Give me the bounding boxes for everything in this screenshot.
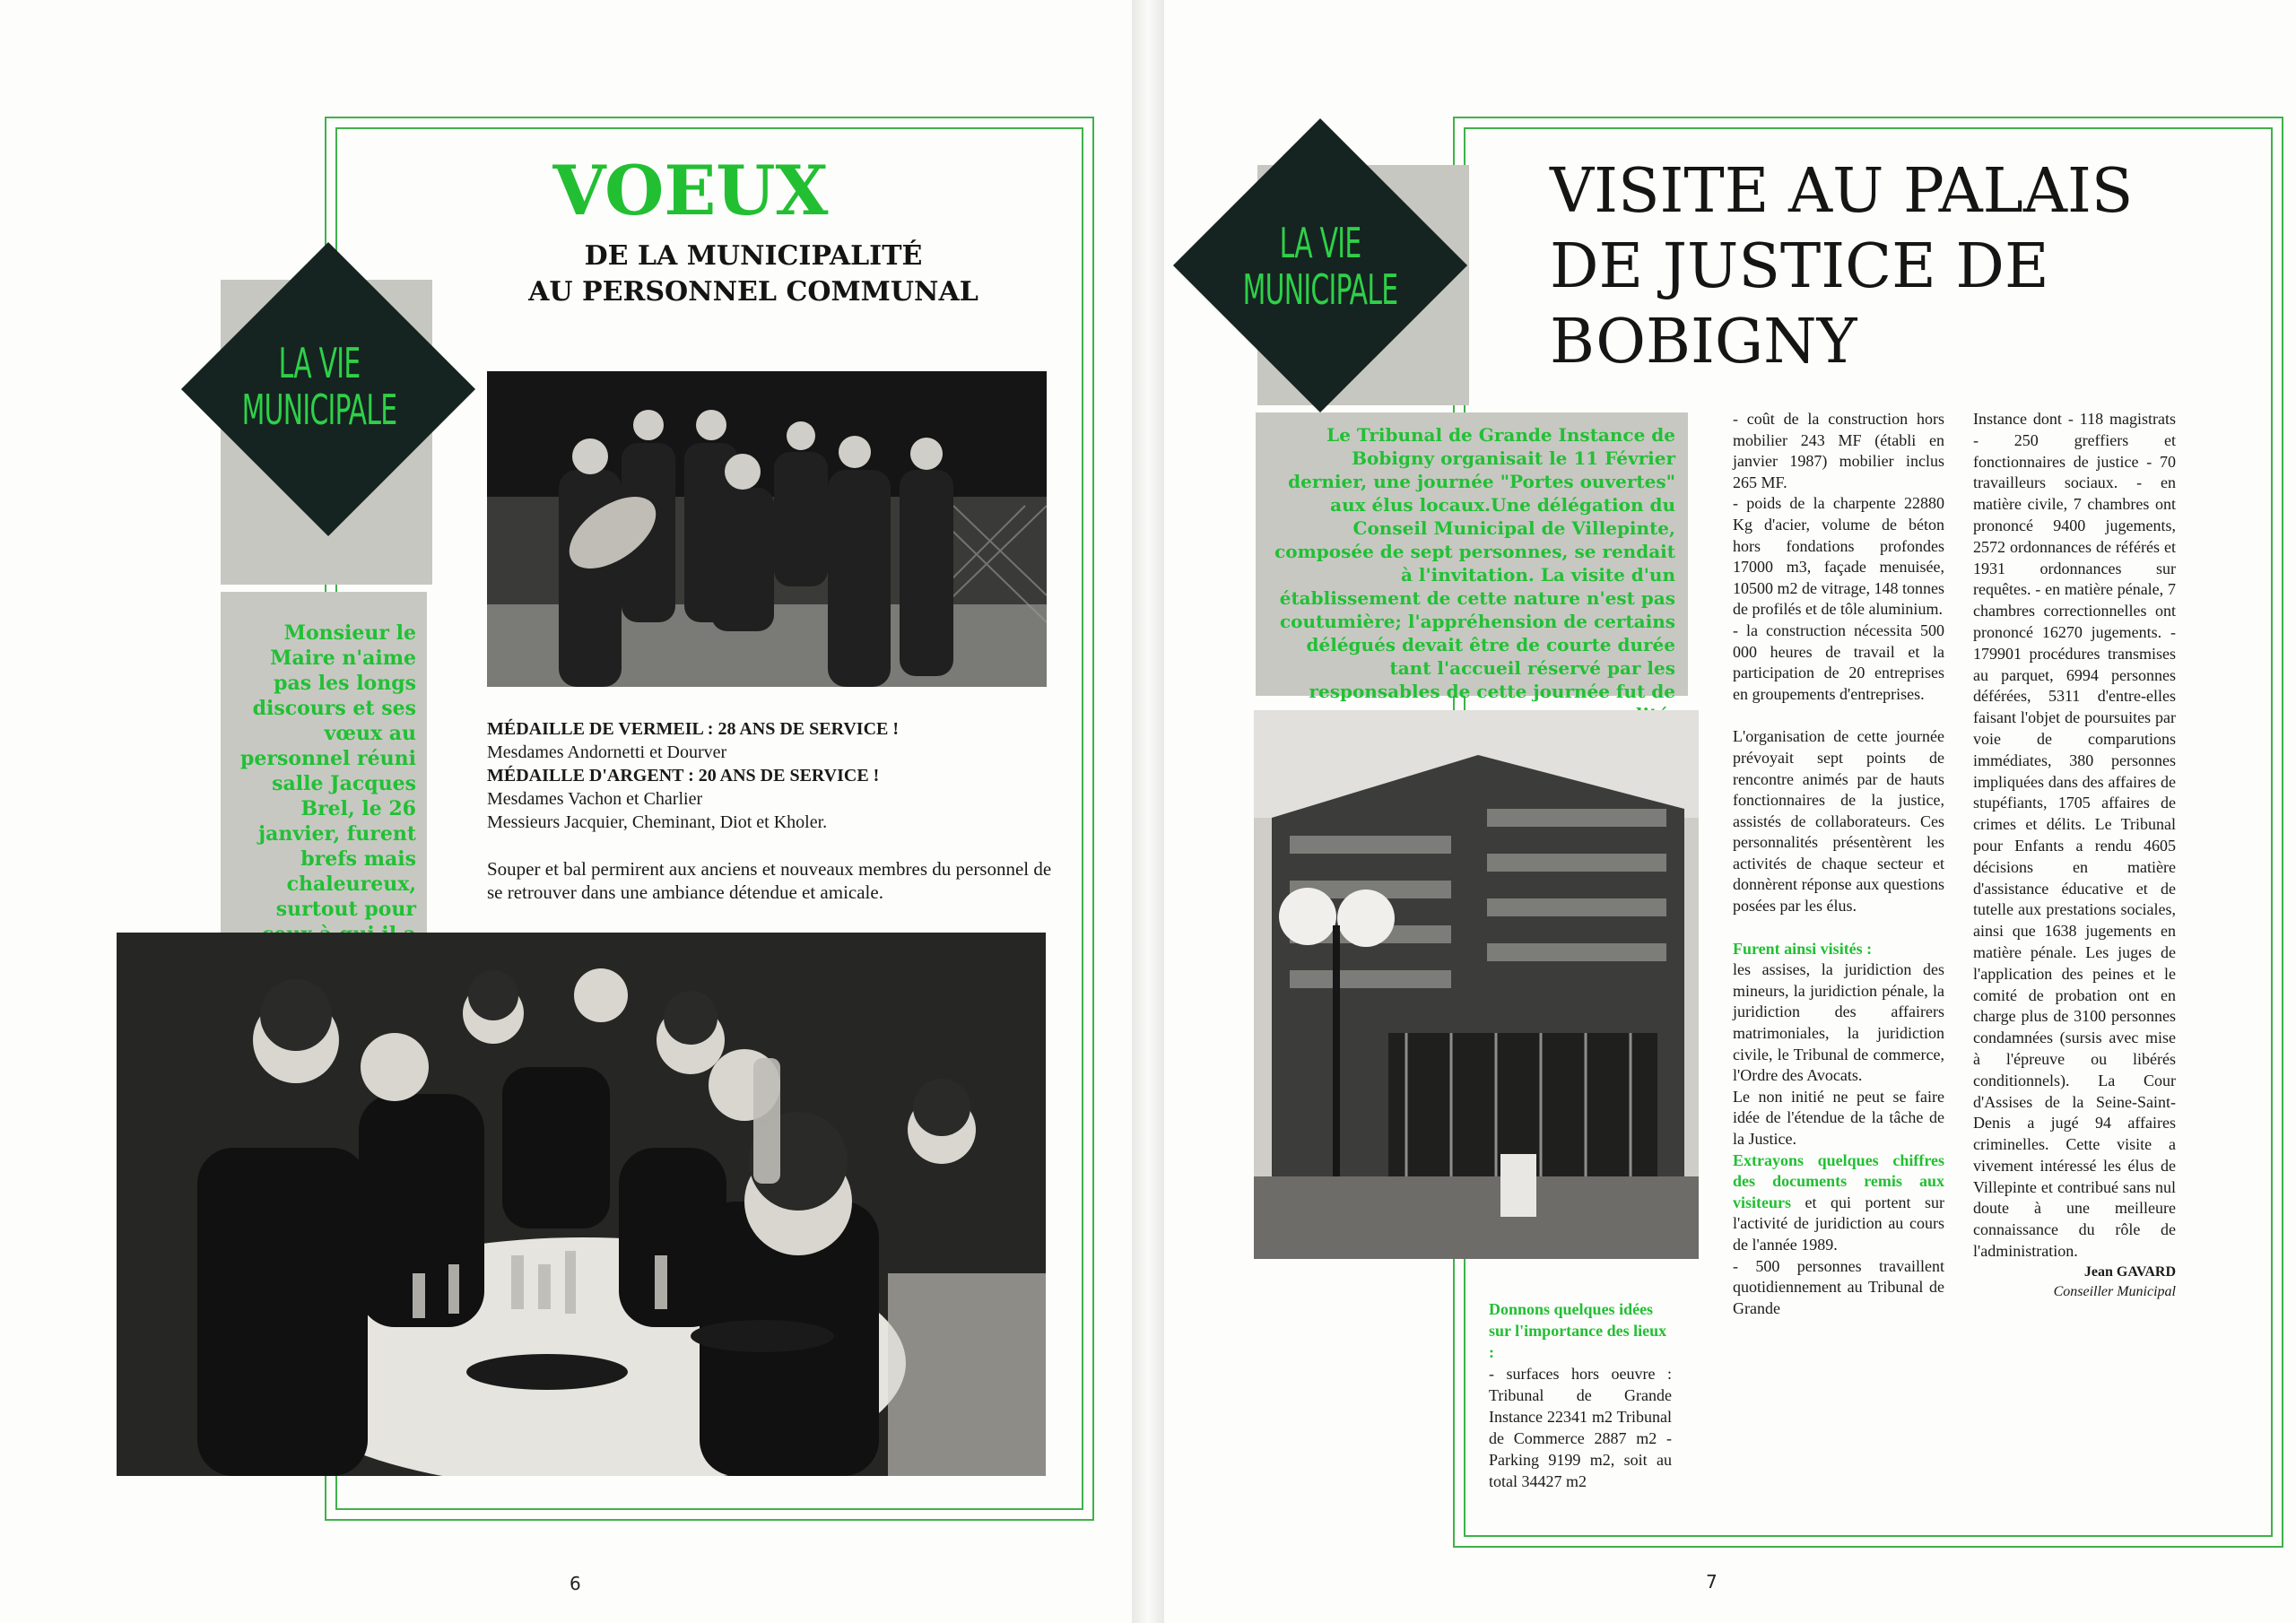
article-title [1550, 154, 2267, 380]
column-2 [1733, 409, 1944, 1319]
title-line-1: VISITE AU PALAIS [1550, 156, 2134, 227]
dinner-paragraph: Souper et bal permirent aux anciens et nouveaux membres du personnel de se retrouver dans une ambiance détendue et amicale. [487, 858, 1052, 903]
author-name: Jean GAVARD [2083, 1263, 2176, 1280]
column-3-text: Instance dont - 118 magistrats - 250 greffiers et fonctionnaires de justice - 70 travailleurs sociaux. - en matière civile, 7 chambres ont prononcé 9400 jugements, 2572 ordonnances de référés et 1931 ordonnances sur requêtes. - en matière pénale, 7 chambres correctionnelles ont prononcé 16270 jugements. - 179901 procédures transmises au parquet, 6994 personnes déférées, 5311 d'entre-elles faisant l'objet de poursuites par voie de comparutions immédiates, 380 personnes impliquées dans des affaires de stupéfiants, 1705 affaires de crimes et délits. Le Tribunal pour Enfants a rendu 4605 décisions en matière d'assistance éducative et de tutelle aux prestations sociales, ainsi que 1638 jugements en matière pénale. Les juges de l'application des peines et le comité de probation ont en charge plus de 3100 personnes condamnées (sursis avec mise à l'épreuve ou libérés conditionnels). La Cour d'Assises de la Seine-Saint-Denis a jugé 94 affaires criminelles. Cette visite a vivement intéressé les élus de Villepinte et contribué sans nul doute à une meilleure connaissance du rôle de l'administration. [1973, 410, 2176, 1261]
column-2-paragraph-1: - coût de la construction hors mobilier 243 MF (établi en janvier 1987) mobilier inclus 265 MF. [1733, 410, 1944, 491]
column-2-paragraph-4: L'organisation de cette journée prévoyait sept points de rencontre animés par de hauts fonctionnaires de la justice, assistés de collaborateurs. Ces personnalités présentèrent les activités de chaque secteur et donnèrent réponse aux questions posées par les élus. [1733, 727, 1944, 916]
left-page [0, 0, 1132, 1623]
intro-box [1256, 412, 1688, 702]
column-2-paragraph-8: - 500 personnes travaillent quotidiennement au Tribunal de Grande [1733, 1256, 1944, 1317]
article-title: VOEUX [552, 151, 829, 230]
column-1-heading: Donnons quelques idées sur l'importance des lieux : [1489, 1300, 1667, 1361]
vermeil-names: Mesdames Andornetti et Dourver [487, 742, 727, 762]
column-2-paragraph-6: Le non initié ne peut se faire idée de l'étendue de la tâche de la Justice. [1733, 1087, 1944, 1148]
badge-line-2: MUNICIPALE [1242, 265, 1398, 314]
title-line-2: DE JUSTICE DE [1550, 231, 2049, 302]
section-badge-label [222, 341, 416, 433]
photo-medal-recipients [487, 371, 1047, 687]
column-2-paragraph-2: - poids de la charpente 22880 Kg d'acier, volume de béton hors fondations profondes 17000 m3, façade menuisée, 10500 m2 de vitrage, 148 tonnes de profilés et de tôle aluminium. [1733, 494, 1944, 619]
column-2-paragraph-5: les assises, la juridiction des mineurs, la juridiction pénale, la juridiction des affairers matrimoniales, la juridiction civile, le Tribunal de commerce, l'Ordre des Avocats. [1733, 960, 1944, 1085]
visited-heading: Furent ainsi visités : [1733, 939, 1873, 958]
argent-heading: MÉDAILLE D'ARGENT : 20 ANS DE SERVICE ! [487, 766, 880, 785]
extract-heading: Extrayons quelques chiffres des documents remis aux visiteurs [1733, 1150, 1944, 1211]
photo-courthouse [1254, 710, 1699, 1259]
right-page [1164, 0, 2296, 1623]
section-badge-label [1223, 221, 1417, 313]
article-subtitle-line-1: DE LA MUNICIPALITÉ [584, 240, 923, 272]
intro-sidebar-text: Monsieur le Maire n'aime pas les longs discours et ses vœux au personnel réuni salle Jacques Brel, le 26 janvier, furent brefs mais chaleureux, surtout pour [240, 621, 416, 921]
vermeil-heading: MÉDAILLE DE VERMEIL : 28 ANS DE SERVICE ! [487, 719, 900, 739]
title-line-3: BOBIGNY [1550, 307, 1857, 378]
page-number: 6 [570, 1573, 581, 1594]
column-2-paragraph-7: et qui portent sur l'activité de juridiction au cours de l'année 1989. [1733, 1193, 1945, 1254]
author-role: Conseiller Municipal [2053, 1283, 2176, 1299]
column-1 [1489, 1298, 1672, 1492]
medals-block [487, 717, 1061, 834]
intro-text: Le Tribunal de Grande Instance de Bobigny organisait le 11 Février dernier, une journée "Portes ouvertes" aux élus locaux.Une délégation du Conseil Municipal de Villepinte, composée de sept personnes, se rendait à l'invitation. La visite d'un établissement de cette nature n'est pas coutumière; l'appréhension de certains délégués devait être de courte durée tant l'accueil réservé par les responsables de cette journée fut de [1274, 424, 1675, 702]
badge-line-1: LA VIE [278, 339, 361, 387]
argent-names-1: Mesdames Vachon et Charlier [487, 789, 703, 809]
badge-line-2: MUNICIPALE [241, 385, 397, 434]
column-2-paragraph-3: - la construction nécessita 500 000 heures de travail et la participation de 20 entreprises en groupements d'entreprises. [1733, 621, 1944, 703]
article-subtitle-line-2: AU PERSONNEL COMMUNAL [528, 276, 978, 308]
column-1-text: - surfaces hors oeuvre : Tribunal de Grande Instance 22341 m2 Tribunal de Commerce 2887 m2 - Parking 9199 m2, soit au total 34427 m2 [1489, 1365, 1672, 1490]
book-gutter [1132, 0, 1164, 1623]
badge-line-1: LA VIE [1279, 219, 1361, 267]
photo-dinner-party [117, 933, 1046, 1476]
column-3 [1973, 409, 2176, 1302]
argent-names-2: Messieurs Jacquier, Cheminant, Diot et Kholer. [487, 812, 828, 832]
page-number: 7 [1706, 1571, 1718, 1593]
